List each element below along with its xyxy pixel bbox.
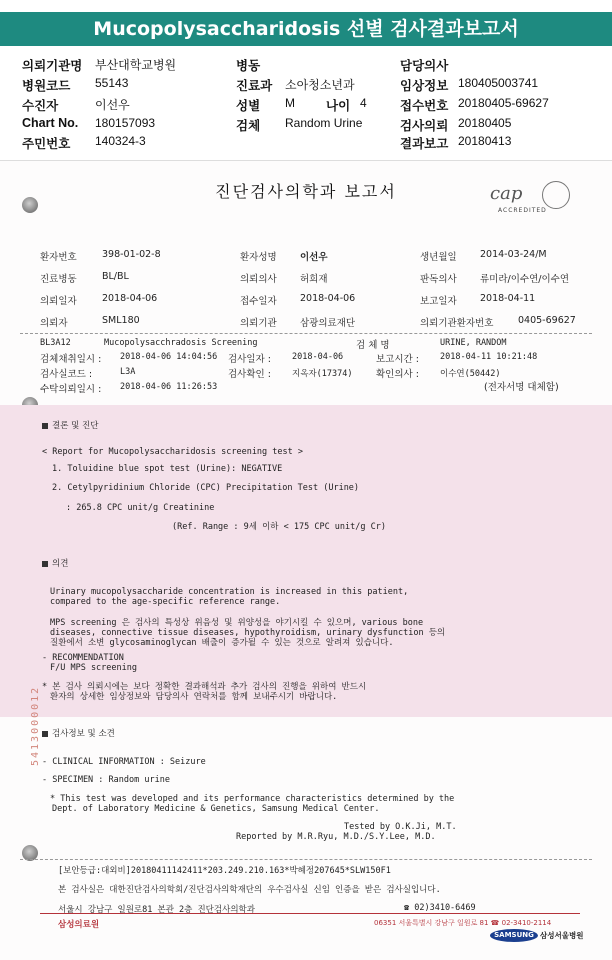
- section-bullet-icon: [42, 423, 48, 429]
- field-value: 2018-04-06: [102, 293, 158, 304]
- results-heading-label: 결론 및 진단: [52, 421, 99, 431]
- header-label: 검체: [236, 119, 261, 133]
- header-value: 20180413: [458, 134, 512, 148]
- header-value: 55143: [95, 76, 129, 90]
- header-value: Random Urine: [285, 116, 363, 130]
- info-line: Dept. of Laboratory Medicine & Genetics, Samsung Medical Center.: [52, 804, 380, 814]
- scanned-report: [0, 160, 612, 960]
- field-value: 0405-69627: [518, 315, 576, 326]
- header-label: 검사의뢰: [400, 119, 449, 133]
- header-label: 성별: [236, 99, 261, 113]
- field-label: 검사확인 :: [228, 369, 271, 380]
- field-label: 진료병동: [40, 274, 77, 285]
- section-bullet-icon: [42, 731, 48, 737]
- notice-line: 환자의 상세한 임상정보와 담당의사 연락처를 함께 보내주시기 바랍니다.: [50, 692, 338, 702]
- result-line: 1. Toluidine blue spot test (Urine): NEGATIVE: [52, 464, 283, 474]
- field-label: 수탁의뢰일시 :: [40, 384, 102, 395]
- field-value: SML180: [102, 315, 140, 326]
- header-label: 진료과: [236, 79, 273, 93]
- cap-logo-text: cap: [490, 183, 523, 204]
- field-value: 허희재: [300, 274, 328, 285]
- test-info-heading: [42, 727, 115, 739]
- divider: [20, 859, 592, 860]
- notice-line: * 본 검사 의뢰시에는 보다 정확한 결과해석과 추가 검사의 진행을 위하여 반드시: [42, 682, 367, 692]
- test-info-heading-label: 검사정보 및 소견: [52, 729, 115, 739]
- field-label: 의뢰자: [40, 318, 68, 329]
- field-value: 2018-04-11 10:21:48: [440, 352, 538, 362]
- field-value: 류미라/이수연/이수연: [480, 274, 569, 285]
- header-label: Chart No.: [22, 116, 79, 130]
- results-heading: [42, 419, 98, 431]
- header-label: 주민번호: [22, 137, 71, 151]
- header-value: M: [285, 96, 295, 110]
- field-value: BL/BL: [102, 271, 129, 282]
- header-value: 20180405-69627: [458, 96, 549, 110]
- recommendation-line: F/U MPS screening: [50, 663, 137, 673]
- field-value: 398-01-02-8: [102, 249, 161, 260]
- footer-address: 06351 서울특별시 강남구 일원로 81 ☎ 02-3410-2114: [374, 919, 552, 927]
- certification-line: 본 검사실은 대한진단검사의학회/진단검사의학재단의 우수검사실 신임 인증을 받은 검사실입니다.: [58, 885, 441, 895]
- field-label: 의뢰의사: [240, 274, 277, 285]
- field-label: 의뢰일자: [40, 296, 77, 307]
- field-label: 검사일자 :: [228, 354, 271, 365]
- e-signature-note: (전자서명 대체함): [484, 382, 559, 393]
- lab-phone: ☎ 02)3410-6469: [404, 903, 476, 913]
- header-label: 병원코드: [22, 79, 71, 93]
- header-value: 소아청소년과: [285, 78, 355, 92]
- opinion-line: compared to the age-specific reference range.: [50, 597, 281, 607]
- header-label: 수진자: [22, 99, 59, 113]
- opinion-line: 질환에서 소변 glycosaminoglycan 배출이 증가될 수 있는 것으로 알려져 있습니다.: [50, 638, 394, 648]
- security-line: [보안등급:대외비]20180411142411*203.249.210.163*박혜정207645*SLW150F1: [58, 866, 391, 876]
- field-value: 2018-04-06 14:04:56: [120, 352, 218, 362]
- section-bullet-icon: [42, 561, 48, 567]
- field-label: 보고시간 :: [376, 354, 419, 365]
- field-value: 이선우: [300, 252, 328, 263]
- test-name: Mucopolysacchradosis Screening: [104, 338, 258, 348]
- result-line: 2. Cetylpyridinium Chloride (CPC) Precipitation Test (Urine): [52, 483, 360, 493]
- field-label: 접수일자: [240, 296, 277, 307]
- opinion-heading: [42, 557, 68, 569]
- reported-by: Reported by M.R.Ryu, M.D./S.Y.Lee, M.D.: [236, 832, 436, 842]
- recommendation-heading: - RECOMMENDATION: [42, 653, 124, 663]
- header-label: 나이: [326, 99, 351, 113]
- divider: [20, 333, 592, 334]
- report-title: 진단검사의학과 보고서: [215, 182, 397, 201]
- field-value: L3A: [120, 367, 136, 377]
- field-label: 의뢰기관환자번호: [420, 318, 494, 329]
- field-value: 삼광의료재단: [300, 318, 356, 329]
- result-line: : 265.8 CPC unit/g Creatinine: [66, 503, 215, 513]
- field-label: 의뢰기관: [240, 318, 277, 329]
- field-value: 2018-04-06: [292, 352, 344, 362]
- header-value: 이선우: [95, 98, 130, 112]
- info-line: - CLINICAL INFORMATION : Seizure: [42, 757, 206, 767]
- header-label: 임상정보: [400, 79, 449, 93]
- seal-icon: [542, 181, 570, 209]
- header-label: 접수번호: [400, 99, 449, 113]
- cap-logo-subtext: ACCREDITED: [498, 207, 547, 214]
- side-serial-number: 5413000012: [30, 685, 41, 766]
- hospital-name: 삼성서울병원: [540, 931, 584, 940]
- samsung-logo: SAMSUNG: [490, 929, 538, 942]
- footer-divider: [40, 913, 580, 914]
- header-value: 부산대학교병원: [95, 58, 177, 72]
- field-label: 환자번호: [40, 252, 77, 263]
- report-banner-title: Mucopolysaccharidosis 선별 검사결과보고서: [0, 12, 612, 46]
- header-label: 병동: [236, 59, 261, 73]
- info-line: * This test was developed and its performance characteristics determined by the: [50, 794, 455, 804]
- field-value: 이수연(50442): [440, 369, 501, 379]
- result-line: < Report for Mucopolysaccharidosis screening test >: [42, 447, 303, 457]
- opinion-line: Urinary mucopolysaccharide concentration is increased in this patient,: [50, 587, 409, 597]
- header-info: [0, 56, 612, 156]
- header-value: 4: [360, 96, 367, 110]
- field-label: 환자성명: [240, 252, 277, 263]
- field-label: 판독의사: [420, 274, 457, 285]
- reference-range: (Ref. Range : 9세 이하 < 175 CPC unit/g Cr): [172, 522, 386, 532]
- field-value: 지옥자(17374): [292, 369, 353, 379]
- opinion-heading-label: 의견: [52, 559, 69, 569]
- field-label: 확인의사 :: [376, 369, 419, 380]
- field-label: 생년월일: [420, 252, 457, 263]
- header-value: 180405003741: [458, 76, 539, 90]
- header-value: 140324-3: [95, 134, 146, 148]
- header-value: 20180405: [458, 116, 512, 130]
- info-line: - SPECIMEN : Random urine: [42, 775, 170, 785]
- field-label: 검체채취일시 :: [40, 354, 102, 365]
- tested-by: Tested by O.K.Ji, M.T.: [344, 822, 457, 832]
- field-label: 보고일자: [420, 296, 457, 307]
- specimen-value: URINE, RANDOM: [440, 338, 507, 348]
- header-label: 담당의사: [400, 59, 449, 73]
- field-value: 2018-04-06: [300, 293, 356, 304]
- footer-org: 삼성의료원: [58, 920, 100, 930]
- test-code: BL3A12: [40, 338, 71, 348]
- cap-accredited-logo: [490, 183, 580, 219]
- header-label: 결과보고: [400, 137, 449, 151]
- header-value: 180157093: [95, 116, 156, 130]
- opinion-line: diseases, connective tissue diseases, hypothyroidism, urinary dysfunction 등의: [50, 628, 446, 638]
- field-value: 2018-04-06 11:26:53: [120, 382, 218, 392]
- field-value: 2018-04-11: [480, 293, 536, 304]
- lab-address: 서울시 강남구 일원로81 본관 2층 진단검사의학과: [58, 905, 255, 915]
- field-label: 검 체 명: [356, 340, 390, 351]
- field-label: 검사실코드 :: [40, 369, 93, 380]
- header-label: 의뢰기관명: [22, 59, 83, 73]
- opinion-line: MPS screening 은 검사의 특성상 위음성 및 위양성을 야기시킬 수 있으며, various bone: [50, 618, 424, 628]
- field-value: 2014-03-24/M: [480, 249, 547, 260]
